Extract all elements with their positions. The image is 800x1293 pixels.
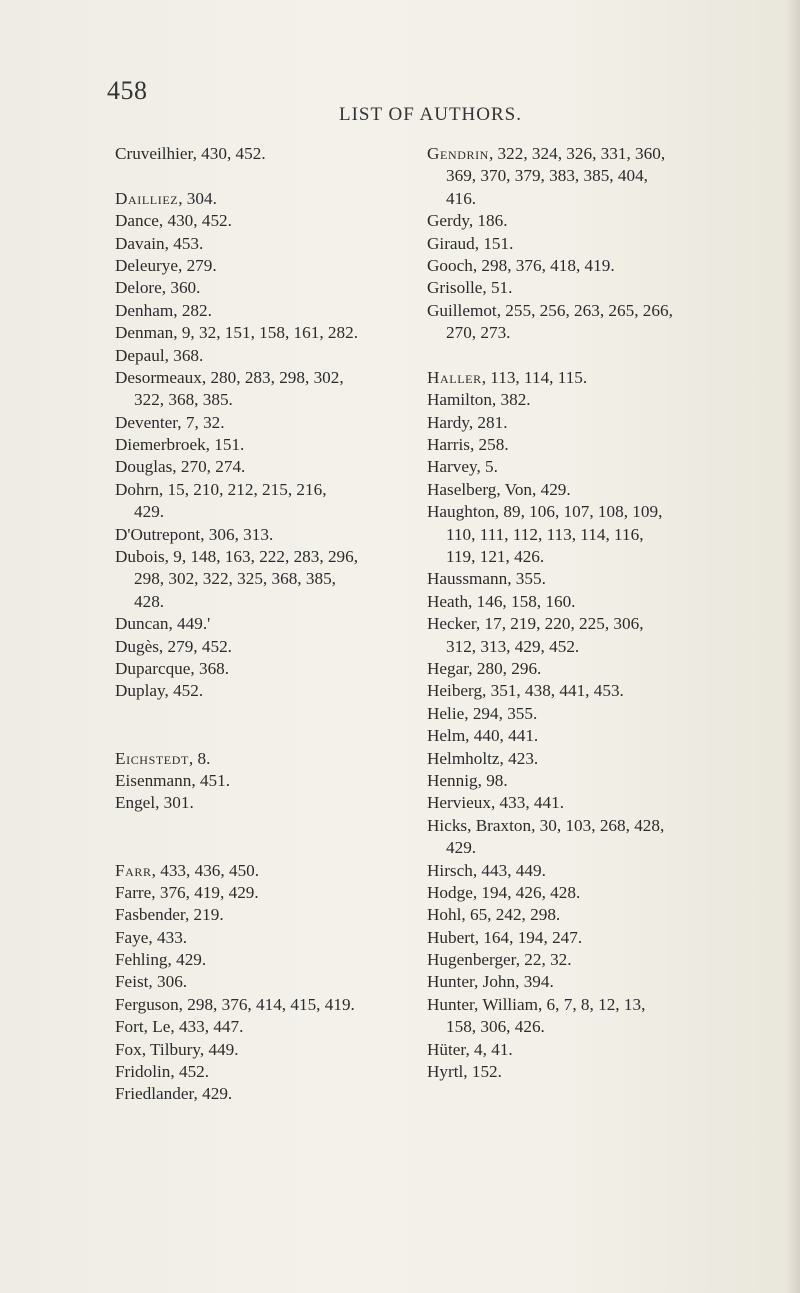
index-entry: Harvey, 5. [427, 457, 498, 477]
index-entry: Feist, 306. [115, 972, 188, 992]
index-entry: Desormeaux, 280, 283, 298, 302, [115, 367, 344, 387]
entry-spacer [115, 165, 415, 187]
index-entry-pages: , 433, 436, 450. [151, 860, 260, 880]
index-entry: Gooch, 298, 376, 418, 419. [427, 255, 615, 275]
entry-spacer [427, 345, 727, 367]
running-head: LIST OF AUTHORS. [339, 104, 522, 125]
index-entry: Hecker, 17, 219, 220, 225, 306, [427, 614, 644, 634]
index-entry: Fehling, 429. [115, 950, 207, 970]
index-entry: Hodge, 194, 426, 428. [427, 882, 581, 902]
index-entry: Ferguson, 298, 376, 414, 415, 419. [115, 994, 355, 1014]
index-entry: Giraud, 151. [427, 233, 514, 253]
index-entry: Engel, 301. [115, 793, 194, 813]
index-entry: Hubert, 164, 194, 247. [427, 927, 583, 947]
index-entry: Deleurye, 279. [115, 255, 217, 275]
letter-section-lead: Haller [427, 367, 482, 387]
index-entry: Guillemot, 255, 256, 263, 265, 266, [427, 300, 673, 320]
index-entry: Faye, 433. [115, 927, 188, 947]
index-entry: Gerdy, 186. [427, 211, 508, 231]
index-entry-continuation: 312, 313, 429, 452. [446, 636, 580, 656]
index-entry-continuation: 429. [134, 502, 165, 522]
index-entry: Fasbender, 219. [115, 905, 224, 925]
index-entry: Grisolle, 51. [427, 278, 513, 298]
index-entry: Helmholtz, 423. [427, 748, 539, 768]
index-entry: Cruveilhier, 430, 452. [115, 144, 266, 163]
index-entry: Deventer, 7, 32. [115, 412, 225, 432]
letter-section-lead: Eichstedt [115, 748, 189, 768]
index-entry: Hennig, 98. [427, 770, 508, 790]
index-entry: Fort, Le, 433, 447. [115, 1017, 244, 1037]
index-entry-continuation: 322, 368, 385. [134, 390, 233, 410]
index-entry: Hegar, 280, 296. [427, 658, 542, 678]
index-entry: Hicks, Braxton, 30, 103, 268, 428, [427, 815, 665, 835]
index-entry: Dohrn, 15, 210, 212, 215, 216, [115, 479, 327, 499]
index-entry: Hyrtl, 152. [427, 1062, 502, 1082]
index-entry: Eisenmann, 451. [115, 770, 231, 790]
index-entry-continuation: 110, 111, 112, 113, 114, 116, [446, 524, 644, 544]
page-edge-shadow [786, 0, 800, 1293]
index-entry-continuation: 428. [134, 591, 165, 611]
index-entry: Dugès, 279, 452. [115, 636, 232, 656]
index-entry [427, 367, 727, 389]
index-entry-pages: , 304. [178, 188, 217, 208]
index-entry: Haussmann, 355. [427, 569, 546, 589]
entry-spacer [115, 703, 415, 725]
index-entry: Hohl, 65, 242, 298. [427, 905, 561, 925]
index-entry-continuation: 416. [446, 188, 477, 208]
index-entry-pages: , 8. [188, 748, 211, 768]
index-entry [115, 188, 415, 210]
index-entry-continuation: 298, 302, 322, 325, 368, 385, [134, 569, 336, 589]
index-column-left [115, 143, 415, 1106]
index-entry: Haughton, 89, 106, 107, 108, 109, [427, 502, 663, 522]
index-entry: Duncan, 449.' [115, 614, 211, 634]
index-entry: Hüter, 4, 41. [427, 1039, 513, 1059]
index-entry-continuation: 429. [446, 838, 477, 858]
index-entry: D'Outrepont, 306, 313. [115, 524, 274, 544]
index-entry-pages: , 322, 324, 326, 331, 360, [488, 144, 666, 163]
index-entry [427, 143, 727, 165]
index-entry: Hardy, 281. [427, 412, 508, 432]
index-entry: Fridolin, 452. [115, 1062, 210, 1082]
index-entry: Dance, 430, 452. [115, 211, 232, 231]
index-entry: Douglas, 270, 274. [115, 457, 246, 477]
index-entry: Hugenberger, 22, 32. [427, 950, 572, 970]
index-entry: Diemerbroek, 151. [115, 435, 245, 455]
entry-spacer [115, 725, 415, 747]
index-entry: Hunter, John, 394. [427, 972, 554, 992]
index-entry: Harris, 258. [427, 435, 509, 455]
index-entry: Hirsch, 443, 449. [427, 860, 546, 880]
index-entry: Davain, 453. [115, 233, 204, 253]
index-entry-continuation: 119, 121, 426. [446, 547, 545, 567]
index-entry-continuation: 158, 306, 426. [446, 1017, 545, 1037]
index-entry: Friedlander, 429. [115, 1084, 233, 1104]
index-entry-pages: , 113, 114, 115. [481, 367, 588, 387]
index-entry: Heiberg, 351, 438, 441, 453. [427, 681, 624, 701]
letter-section-lead: Gendrin [427, 144, 489, 163]
index-entry-continuation: 270, 273. [446, 323, 511, 343]
index-entry [115, 748, 415, 770]
index-entry-continuation: 369, 370, 379, 383, 385, 404, [446, 166, 648, 186]
index-entry: Farre, 376, 419, 429. [115, 882, 259, 902]
index-entry: Delore, 360. [115, 278, 201, 298]
index-entry: Denman, 9, 32, 151, 158, 161, 282. [115, 323, 358, 343]
entry-spacer [115, 837, 415, 859]
page-number: 458 [107, 76, 148, 105]
index-entry [115, 860, 415, 882]
index-entry: Duparcque, 368. [115, 658, 230, 678]
index-column-right [427, 143, 727, 1083]
index-entry: Helie, 294, 355. [427, 703, 538, 723]
letter-section-lead: Farr [115, 860, 152, 880]
index-entry: Depaul, 368. [115, 345, 204, 365]
index-entry: Heath, 146, 158, 160. [427, 591, 576, 611]
index-entry: Haselberg, Von, 429. [427, 479, 571, 499]
index-entry: Hervieux, 433, 441. [427, 793, 564, 813]
index-entry: Dubois, 9, 148, 163, 222, 283, 296, [115, 547, 359, 567]
index-entry: Hamilton, 382. [427, 390, 531, 410]
index-entry: Helm, 440, 441. [427, 726, 539, 746]
index-entry: Fox, Tilbury, 449. [115, 1039, 239, 1059]
index-entry: Duplay, 452. [115, 681, 204, 701]
entry-spacer [115, 815, 415, 837]
index-entry: Denham, 282. [115, 300, 212, 320]
index-entry: Hunter, William, 6, 7, 8, 12, 13, [427, 994, 646, 1014]
letter-section-lead: Dailliez [115, 188, 179, 208]
